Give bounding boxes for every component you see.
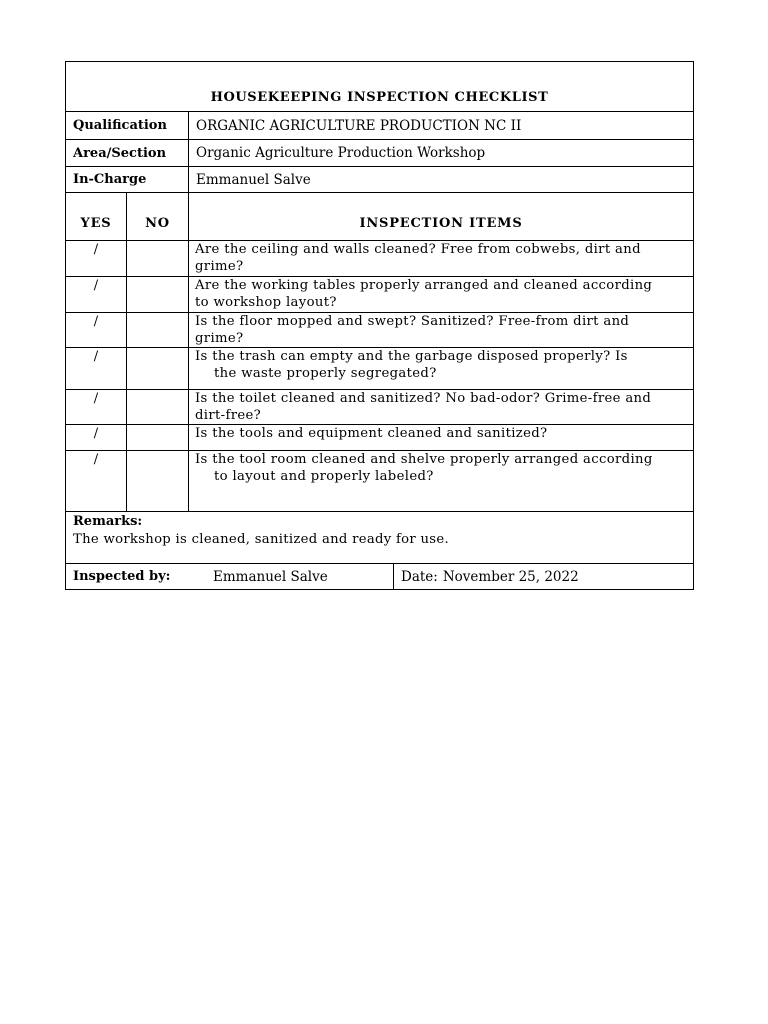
item-line-2: to layout and properly labeled? xyxy=(214,469,434,484)
item-line-2: the waste properly segregated? xyxy=(214,366,437,381)
yes-mark: / xyxy=(66,390,127,424)
qualification-label: Qualification xyxy=(66,112,189,139)
item-line-2: to workshop layout? xyxy=(195,295,337,310)
inspection-item-row xyxy=(66,313,693,348)
qualification-row xyxy=(66,112,693,140)
no-mark xyxy=(127,313,189,347)
inspection-item-text xyxy=(189,451,693,511)
inspection-item-text xyxy=(189,241,693,276)
no-mark xyxy=(127,241,189,276)
area-section-row xyxy=(66,140,693,167)
inspection-item-text xyxy=(189,313,693,347)
item-line-1: Are the working tables properly arranged and cleaned according xyxy=(195,278,653,293)
item-line-1: Is the toilet cleaned and sanitized? No bad-odor? Grime-free and xyxy=(195,391,652,406)
inspection-item-text xyxy=(189,425,693,450)
remarks-text: The workshop is cleaned, sanitized and ready for use. xyxy=(73,532,449,547)
item-line-1: Is the trash can empty and the garbage disposed properly? Is xyxy=(195,349,628,364)
yes-mark: / xyxy=(66,241,127,276)
no-mark xyxy=(127,277,189,312)
items-header-row xyxy=(66,193,693,241)
checklist-table xyxy=(65,61,694,590)
inspection-item-row xyxy=(66,277,693,313)
inspection-item-row xyxy=(66,451,693,512)
inspection-item-row xyxy=(66,241,693,277)
item-line-1: Are the ceiling and walls cleaned? Free from cobwebs, dirt and xyxy=(195,242,641,257)
item-line-1: Is the tools and equipment cleaned and sanitized? xyxy=(195,426,548,441)
signature-row xyxy=(66,564,693,589)
in-charge-label: In-Charge xyxy=(66,167,189,192)
qualification-value: ORGANIC AGRICULTURE PRODUCTION NC II xyxy=(196,117,522,134)
yes-mark: / xyxy=(66,451,127,511)
checklist-title: HOUSEKEEPING INSPECTION CHECKLIST xyxy=(66,62,693,112)
yes-column-header: YES xyxy=(66,193,127,240)
inspection-item-row xyxy=(66,425,693,451)
no-mark xyxy=(127,390,189,424)
inspection-item-text xyxy=(189,390,693,424)
item-line-1: Is the tool room cleaned and shelve properly arranged according xyxy=(195,452,653,467)
no-mark xyxy=(127,425,189,450)
remarks-section xyxy=(66,512,693,564)
date-cell xyxy=(394,564,693,589)
in-charge-row xyxy=(66,167,693,193)
inspected-by-value: Emmanuel Salve xyxy=(213,568,328,585)
date-value: November 25, 2022 xyxy=(442,568,579,585)
inspection-item-row xyxy=(66,390,693,425)
yes-mark: / xyxy=(66,348,127,389)
inspection-item-text xyxy=(189,277,693,312)
area-section-value: Organic Agriculture Production Workshop xyxy=(196,145,486,161)
date-label: Date: xyxy=(401,568,438,585)
inspected-by-label: Inspected by: xyxy=(73,569,171,584)
item-line-1: Is the floor mopped and swept? Sanitized? Free-from dirt and xyxy=(195,314,630,329)
item-line-2: dirt-free? xyxy=(195,408,262,423)
inspection-items-header: INSPECTION ITEMS xyxy=(359,216,523,231)
yes-mark: / xyxy=(66,313,127,347)
area-section-label: Area/Section xyxy=(66,140,189,166)
yes-mark: / xyxy=(66,277,127,312)
inspection-item-text xyxy=(189,348,693,389)
inspected-by-cell xyxy=(66,564,394,589)
yes-mark: / xyxy=(66,425,127,450)
item-line-2: grime? xyxy=(195,259,244,274)
item-line-2: grime? xyxy=(195,331,244,346)
inspection-item-row xyxy=(66,348,693,390)
no-mark xyxy=(127,451,189,511)
no-mark xyxy=(127,348,189,389)
in-charge-value: Emmanuel Salve xyxy=(196,171,311,188)
no-column-header: NO xyxy=(127,193,189,240)
remarks-label: Remarks: xyxy=(73,514,143,529)
